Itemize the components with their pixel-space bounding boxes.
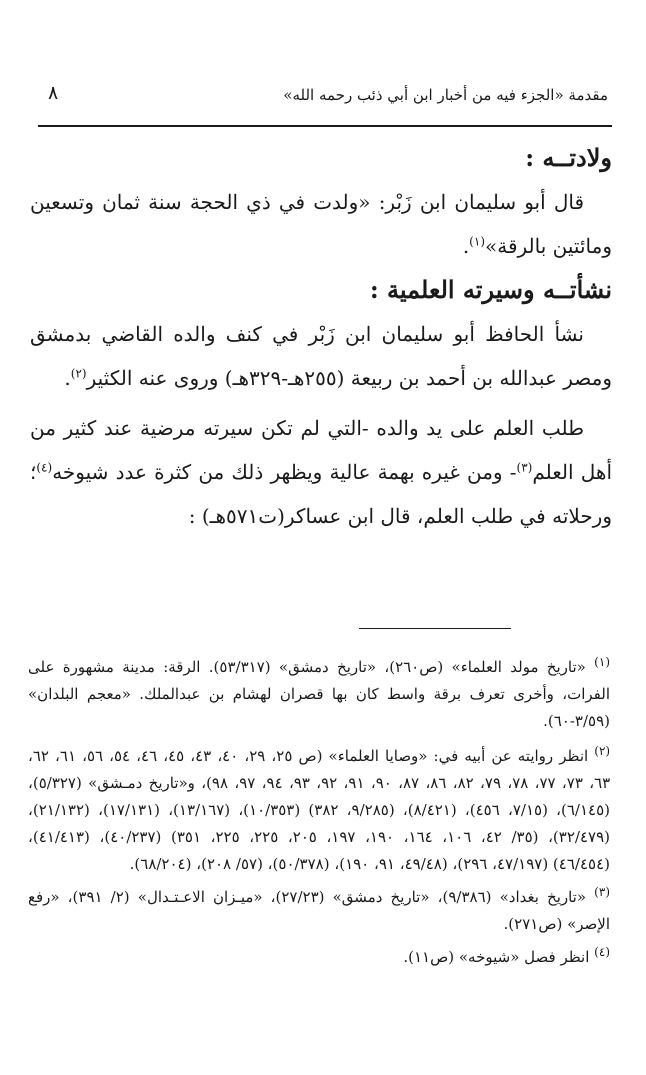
birth-heading: ولادتــه : [525, 143, 612, 172]
footnotes [28, 654, 610, 977]
birth-paragraph [30, 180, 612, 268]
page-number: ٨ [48, 82, 59, 104]
birth-text: قال أبو سليمان ابن زَبْر: «ولدت في ذي الحجة سنة ثمان وتسعين ومائتين بالرقة» [30, 190, 612, 258]
footnote-ref-2: (٢) [70, 366, 87, 381]
footnote-ref-1: (١) [469, 234, 485, 249]
footnote-2 [28, 743, 610, 878]
footnote-text: انظر فصل «شيوخه» (ص١١). [403, 948, 590, 966]
birth-end: . [462, 234, 470, 258]
footnote-3 [28, 884, 610, 938]
study-text-a: طلب العلم على يد والده -التي لم تكن سيرته مرضية عند كثير من أهل العلم [30, 416, 612, 484]
page-header [38, 82, 608, 114]
running-title: مقدمة «الجزء فيه من أخبار ابن أبي ذئب رحمه الله» [283, 86, 608, 104]
header-rule [38, 125, 612, 127]
footnote-4 [28, 944, 610, 971]
study-text-c: ؛ ورحلاته في طلب العلم، قال ابن عساكر(ت٥٧١هـ) : [30, 460, 612, 528]
footnote-number: (٣) [594, 885, 610, 899]
footnote-separator [359, 628, 511, 629]
growth-end: . [64, 366, 71, 390]
footnote-ref-4: (٤) [36, 460, 53, 475]
footnote-text: «تاريخ مولد العلماء» (ص٢٦٠)، «تاريخ دمشق» (٥٣/٣١٧). الرقة: مدينة مشهورة على الفرات، وأخرى تعرف برقة واسط كان بها قصران لهشام بن عبدالملك. «معجم البلدان» (٣/٥٩-٦٠). [28, 658, 610, 730]
footnote-text: «تاريخ بغداد» (٩/٣٨٦)، «تاريخ دمشق» (٢٧/٢٣)، «ميـزان الاعـتـدال» (٢/ ٣٩١)، «رفع الإصر» (ص٢٧١). [28, 888, 610, 933]
growth-text: نشأ الحافظ أبو سليمان ابن زَبْر في كنف والده القاضي بدمشق ومصر عبدالله بن أحمد بن ربيعة (٢٥٥هـ-٣٢٩هـ) وروى عنه الكثير [30, 322, 612, 390]
growth-heading: نشأتــه وسيرته العلمية : [369, 275, 612, 304]
study-paragraph [30, 406, 612, 538]
footnote-number: (٤) [594, 945, 610, 959]
footnote-text: انظر روايته عن أبيه في: «وصايا العلماء» (ص ٢٥، ٢٩، ٤٠، ٤٣، ٤٥، ٤٦، ٥٤، ٥٦، ٦١، ٦٢، ٦٣، ٧٣، ٧٧، ٧٨، ٧٩، ٨٢، ٨٦، ٨٧، ٩٠، ٩١، ٩٢، ٩٣، ٩٤، ٩٧، ٩٨)، و«تاريخ دمـشق» (٥/٣٢٧)، (٦/١٤٥)، (٧/١٥، ٤٥٦)، (٨/٤٢١)، (٩/٢٨٥، ٣٨٢) (١٠/٣٥٣)، (١٣/١٦٧)، (١٧/١٣١)، (٢١/١٣٢)، (٣٢/٤٧٩)، (٣٥/ ٤٢، ١٠٦، ١٦٤، ١٩٠، ١٩٧، ٢٠٥، ٢٢٥، ٢٢٥، ٣٥١) (٤٠/٢٣٧)، (٤١/٤١٣)، (٤٦/٤٥٤) (٤٧/١٩٧، ٢٩٦)، (٤٩/٤٨، ٩١، ١٩٠)، (٥٠/٣٧٨)، (٥٧/ ٢٠٨)، (٦٨/٢٠٤). [28, 747, 611, 873]
footnote-ref-3: (٣) [516, 460, 533, 475]
growth-paragraph [30, 312, 612, 400]
footnote-number: (١) [594, 655, 610, 669]
study-text-b: - ومن غيره بهمة عالية ويظهر ذلك من كثرة عدد شيوخه [52, 460, 517, 484]
footnote-1 [28, 654, 610, 735]
footnote-number: (٢) [594, 744, 611, 758]
main-text [30, 136, 612, 538]
